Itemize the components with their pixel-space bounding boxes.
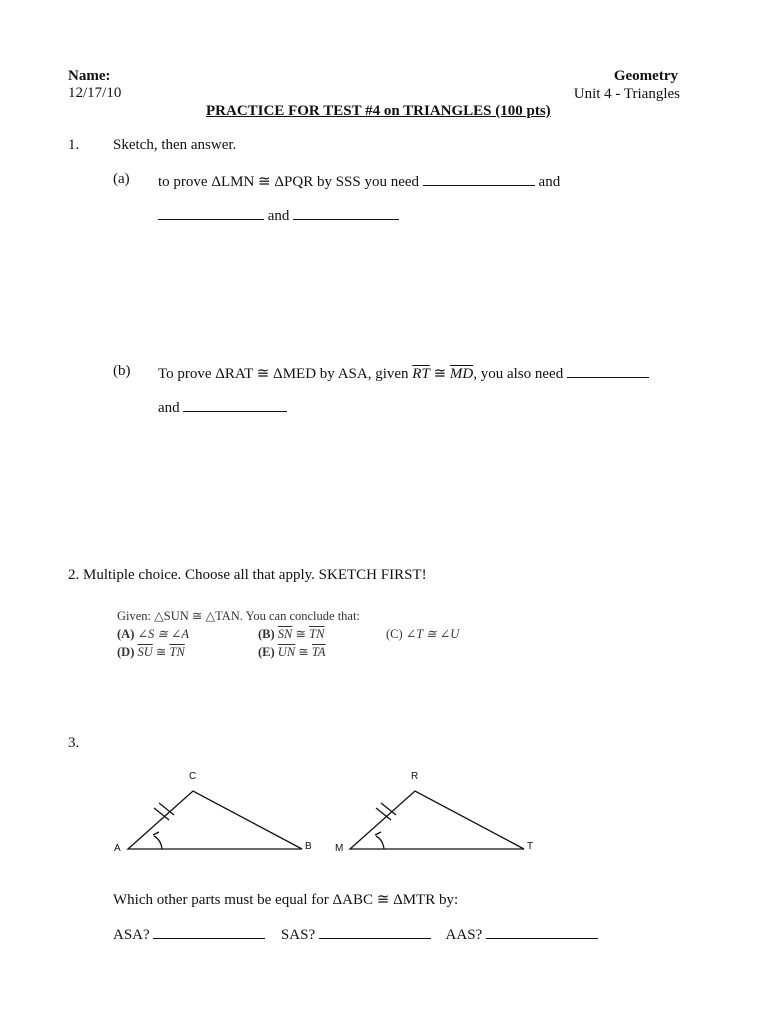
unit-title: Unit 4 - Triangles <box>573 86 680 102</box>
vertex-label-t: T <box>527 841 534 852</box>
option-e[interactable]: (E) $\overline{UN}$ ≅ $\overline{TA}$ <box>258 645 326 659</box>
sas-label: SAS? <box>280 927 316 943</box>
q2-heading: 2. Multiple choice. Choose all that apply. SKETCH FIRST! <box>68 567 427 583</box>
q1b-text-end: , you also need <box>473 366 564 382</box>
triangle-abc <box>128 791 302 849</box>
angle-tick-a <box>153 832 159 835</box>
q1-number: 1. <box>68 137 80 153</box>
segment-rt: $\overline{RT}$ <box>412 366 430 382</box>
q3-answers <box>113 924 598 944</box>
vertex-label-c: C <box>189 771 197 782</box>
vertex-label-r: R <box>411 771 419 782</box>
q3-question: Which other parts must be equal for ΔABC ≅ ΔMTR by: <box>113 892 459 908</box>
asa-label: ASA? <box>113 927 150 943</box>
page-title: PRACTICE FOR TEST #4 on TRIANGLES (100 pts) <box>206 103 551 119</box>
vertex-label-m: M <box>335 843 344 854</box>
option-d[interactable]: (D) $\overline{SU}$ ≅ $\overline{TN}$ <box>117 645 185 659</box>
q1b-text-start: To prove ΔRAT ≅ ΔMED by ASA, given <box>158 366 409 382</box>
q1a-and-2: and <box>267 208 290 224</box>
q1a-text: to prove ΔLMN ≅ ΔPQR by SSS you need <box>158 174 420 190</box>
course-title: Geometry <box>613 68 678 84</box>
q2-given: Given: △SUN ≅ △TAN. You can conclude that: <box>117 609 360 623</box>
q1b-label: (b) <box>113 363 131 379</box>
congruent-symbol: ≅ <box>433 366 447 382</box>
q3-number: 3. <box>68 735 80 751</box>
aas-blank[interactable] <box>486 924 598 939</box>
option-a[interactable]: (A) ∠S ≅ ∠A <box>117 627 190 641</box>
triangle-mtr <box>350 791 524 849</box>
option-c[interactable]: (C) ∠T ≅ ∠U <box>386 627 460 641</box>
vertex-label-a: A <box>114 843 121 854</box>
angle-arc-m <box>376 836 384 849</box>
triangle-abc-outline <box>128 791 302 849</box>
q1b-and: and <box>158 400 180 416</box>
segment-md: $\overline{MD}$ <box>449 366 474 382</box>
angle-arc-a <box>154 836 162 849</box>
q1-prompt: Sketch, then answer. <box>113 137 237 153</box>
angle-tick-m <box>375 832 381 835</box>
q1a-label: (a) <box>113 171 130 187</box>
date-text: 12/17/10 <box>68 85 122 101</box>
triangle-mtr-outline <box>350 791 524 849</box>
aas-label: AAS? <box>445 927 483 943</box>
q1a-and-1: and <box>538 174 561 190</box>
sas-blank[interactable] <box>319 924 431 939</box>
option-b[interactable]: (B) $\overline{SN}$ ≅ $\overline{TN}$ <box>258 627 325 641</box>
asa-blank[interactable] <box>153 924 265 939</box>
name-label: Name: <box>68 68 111 84</box>
vertex-label-b: B <box>305 841 312 852</box>
